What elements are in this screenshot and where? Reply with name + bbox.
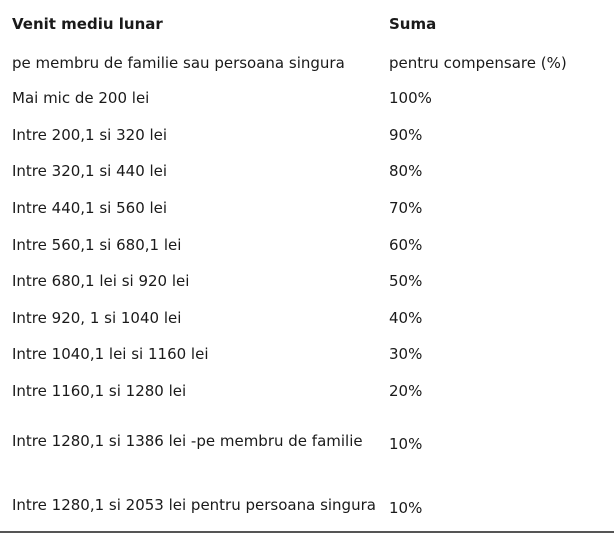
- income-cell: Intre 1280,1 si 1386 lei -pe membru de familie: [12, 432, 363, 451]
- amount-cell: 10%: [389, 435, 423, 454]
- income-cell: Mai mic de 200 lei: [12, 89, 150, 108]
- amount-cell: 40%: [389, 308, 423, 327]
- income-cell: Intre 1280,1 si 2053 lei pentru persoana singura: [12, 496, 376, 515]
- table-row: [0, 226, 614, 263]
- table-body: [0, 80, 614, 537]
- table-row: [0, 409, 614, 473]
- header-row: [0, 0, 614, 48]
- table-row: [0, 300, 614, 337]
- income-cell: Intre 680,1 lei si 920 lei: [12, 272, 190, 291]
- table-row: [0, 153, 614, 190]
- table-row: [0, 473, 614, 537]
- header-amount: Suma: [389, 15, 437, 33]
- amount-cell: 30%: [389, 345, 423, 364]
- amount-cell: 60%: [389, 235, 423, 254]
- table-row: [0, 117, 614, 154]
- header-income: Venit mediu lunar: [12, 15, 163, 33]
- income-cell: Intre 1160,1 si 1280 lei: [12, 382, 187, 401]
- table-row: [0, 336, 614, 373]
- subheader-row: [0, 48, 614, 80]
- table-row: [0, 80, 614, 117]
- table-row: [0, 373, 614, 410]
- subheader-income: pe membru de familie sau persoana singura: [12, 54, 345, 72]
- amount-cell: 80%: [389, 162, 423, 181]
- amount-cell: 50%: [389, 272, 423, 291]
- table-row: [0, 190, 614, 227]
- subheader-amount: pentru compensare (%): [389, 54, 567, 72]
- amount-cell: 10%: [389, 499, 423, 518]
- amount-cell: 90%: [389, 125, 423, 144]
- income-cell: Intre 920, 1 si 1040 lei: [12, 308, 182, 327]
- amount-cell: 100%: [389, 89, 432, 108]
- income-cell: Intre 320,1 si 440 lei: [12, 162, 168, 181]
- table-bottom-border: [0, 531, 614, 533]
- table-header: [0, 0, 614, 80]
- income-cell: Intre 440,1 si 560 lei: [12, 199, 168, 218]
- amount-cell: 70%: [389, 199, 423, 218]
- table-row: [0, 263, 614, 300]
- income-cell: Intre 560,1 si 680,1 lei: [12, 235, 182, 254]
- amount-cell: 20%: [389, 382, 423, 401]
- income-cell: Intre 200,1 si 320 lei: [12, 125, 168, 144]
- income-cell: Intre 1040,1 lei si 1160 lei: [12, 345, 209, 364]
